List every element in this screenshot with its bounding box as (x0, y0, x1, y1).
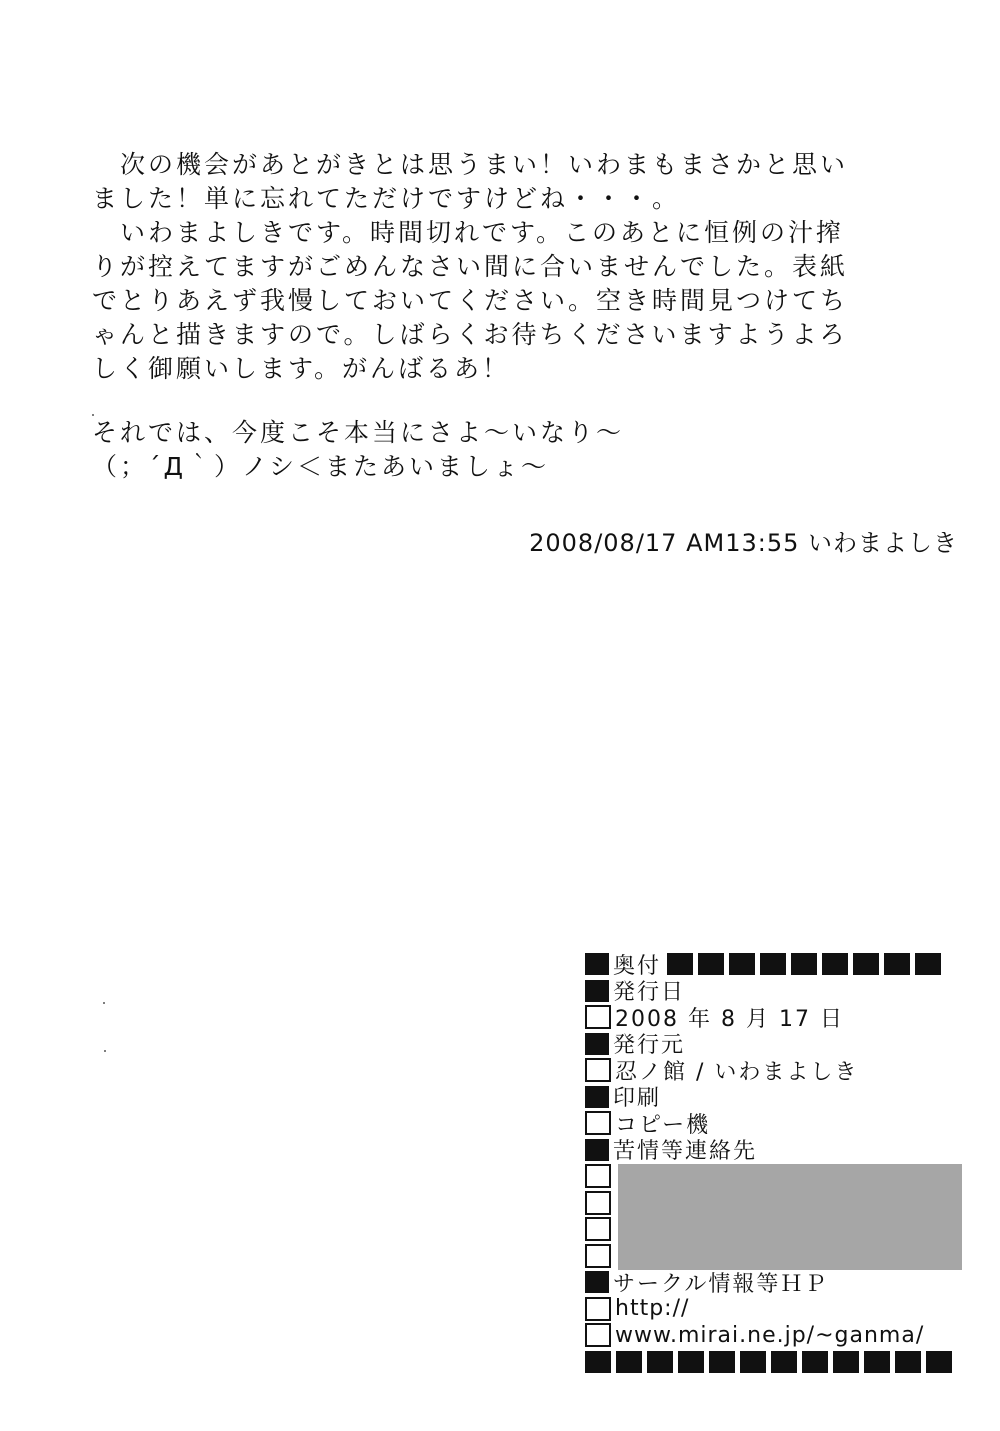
black-square-icon (585, 980, 609, 1002)
afterword-line: ました！単に忘れてただけですけどね・・・。 (92, 184, 681, 213)
printing-row (585, 1110, 975, 1137)
white-square-icon (585, 1323, 611, 1347)
afterword-line: いわまよしきです。時間切れです。このあとに恒例の汁搾 (92, 218, 845, 247)
url-line-1: http:// (615, 1296, 690, 1322)
white-square-icon (585, 1217, 611, 1241)
black-square-icon (616, 1351, 642, 1373)
white-square-icon (585, 1058, 611, 1082)
publisher-label-row (585, 1031, 975, 1058)
black-square-icon (667, 953, 693, 975)
afterword-line: りが控えてますがごめんなさい間に合いませんでした。表紙 (92, 252, 849, 281)
black-square-icon (884, 953, 910, 975)
black-square-icon (864, 1351, 890, 1373)
circle-label-row (585, 1269, 975, 1296)
black-square-icon (771, 1351, 797, 1373)
black-square-icon (915, 953, 941, 975)
colophon (585, 951, 975, 1375)
speck (104, 1050, 106, 1052)
contact-label: 苦情等連絡先 (613, 1139, 758, 1165)
publisher-row (585, 1057, 975, 1084)
colophon-title: 奥付 (613, 953, 662, 979)
white-square-icon (585, 1164, 611, 1188)
black-square-icon (833, 1351, 859, 1373)
closing-line: （；´Д｀）ノシ＜またあいましょ～ (92, 452, 550, 481)
black-square-icon (585, 1271, 609, 1293)
publisher-label: 発行元 (613, 1033, 686, 1059)
afterword-line: しく御願いします。がんばるあ！ (92, 354, 511, 383)
black-square-icon (729, 953, 755, 975)
speck (92, 414, 94, 416)
black-square-icon (895, 1351, 921, 1373)
printing-label-row (585, 1084, 975, 1111)
black-square-icon (853, 953, 879, 975)
issue-date-label-row (585, 978, 975, 1005)
colophon-title-row (585, 951, 975, 978)
black-square-icon (709, 1351, 735, 1373)
speck (103, 1002, 105, 1004)
signature: 2008/08/17 AM13:55 いわまよしき (529, 529, 958, 557)
afterword (92, 148, 972, 484)
black-square-icon (585, 1033, 609, 1055)
url-row-1 (585, 1296, 975, 1323)
circle-label: サークル情報等ＨＰ (613, 1271, 829, 1297)
paragraph-spacer (92, 386, 972, 416)
afterword-line: でとりあえず我慢しておいてください。空き時間見つけてち (92, 286, 849, 315)
printing-label: 印刷 (613, 1086, 662, 1112)
black-square-icon (791, 953, 817, 975)
printing: コピー機 (615, 1112, 711, 1138)
afterword-line: ゃんと描きますので。しばらくお待ちくださいますようよろ (92, 320, 848, 349)
url-row-2 (585, 1322, 975, 1349)
black-square-icon (647, 1351, 673, 1373)
white-square-icon (585, 1005, 611, 1029)
black-square-icon (585, 1139, 609, 1161)
bottom-bar (585, 1349, 975, 1375)
closing-line: それでは、今度こそ本当にさよ～いなり～ (92, 418, 625, 447)
black-square-icon (926, 1351, 952, 1373)
black-square-icon (698, 953, 724, 975)
white-square-icon (585, 1191, 611, 1215)
afterword-line: 次の機会があとがきとは思うまい！いわまもまさかと思い (92, 150, 849, 179)
issue-date: 2008 年 8 月 17 日 (615, 1006, 844, 1032)
white-square-icon (585, 1111, 611, 1135)
issue-date-label: 発行日 (613, 980, 686, 1006)
black-square-icon (678, 1351, 704, 1373)
black-square-icon (760, 953, 786, 975)
black-square-icon (585, 1086, 609, 1108)
black-square-icon (585, 953, 609, 975)
black-square-icon (585, 1351, 611, 1373)
redacted-contact-block (618, 1164, 962, 1270)
white-square-icon (585, 1297, 611, 1321)
black-square-icon (822, 953, 848, 975)
black-square-icon (740, 1351, 766, 1373)
url-line-2: www.mirai.ne.jp/~ganma/ (615, 1322, 925, 1348)
black-square-icon (802, 1351, 828, 1373)
contact-label-row (585, 1137, 975, 1164)
white-square-icon (585, 1244, 611, 1268)
issue-date-row (585, 1004, 975, 1031)
publisher: 忍ノ館 / いわまよしき (615, 1059, 859, 1085)
title-bar (667, 953, 946, 975)
